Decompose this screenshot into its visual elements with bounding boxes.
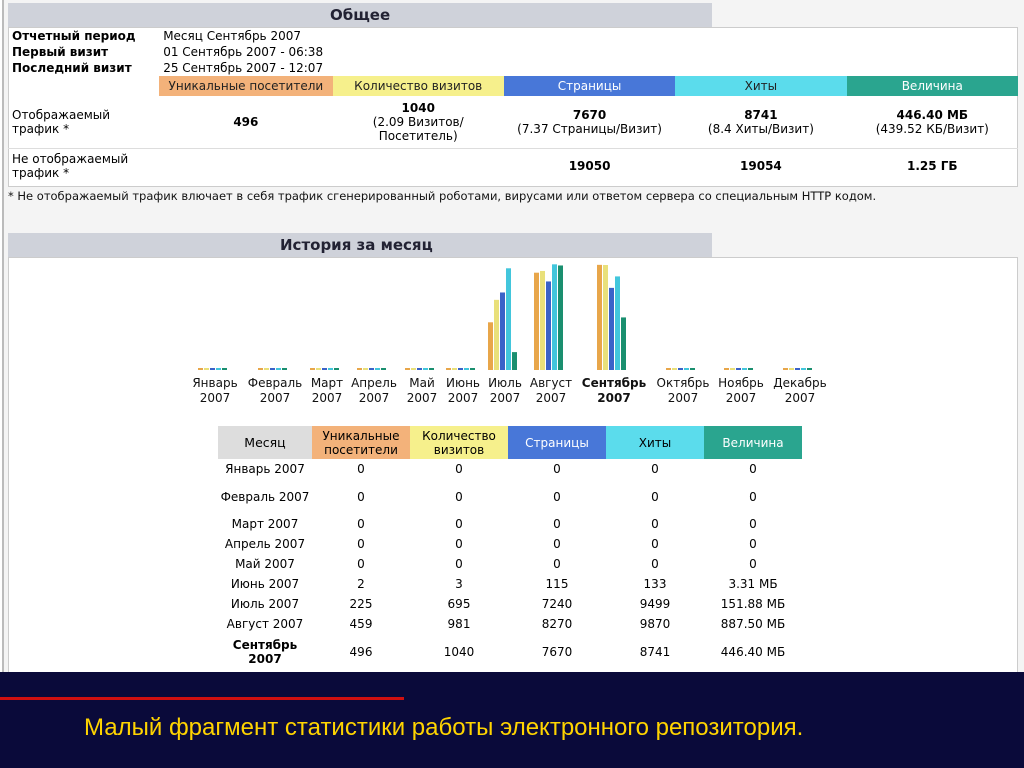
chart-bar <box>789 368 794 370</box>
hist-visits-cell: 0 <box>455 462 463 476</box>
slide-caption: Малый фрагмент статистики работы электронного репозитория. <box>84 714 804 741</box>
hist-month-cell: Январь 2007 <box>225 462 305 476</box>
chart-month-name: Февраль <box>247 376 303 390</box>
hist-size-cell: 887.50 МБ <box>720 617 786 631</box>
chart-month-year: 2007 <box>259 391 291 405</box>
hist-month-cell: Апрель 2007 <box>224 537 306 551</box>
chart-month-year: 2007 <box>725 391 757 405</box>
chart-bar <box>423 368 428 370</box>
table-row <box>218 634 802 670</box>
chart-month-year: 2007 <box>358 391 390 405</box>
hist-unique-cell: 0 <box>357 462 365 476</box>
table-row <box>218 459 802 479</box>
first-visit-label: Первый визит <box>12 45 109 59</box>
hist-hits-cell: 0 <box>651 537 659 551</box>
chart-month-name: Декабрь <box>773 376 827 390</box>
history-table <box>218 426 802 670</box>
chart-bar <box>375 368 380 370</box>
chart-bar <box>328 368 333 370</box>
accent-line <box>0 697 404 700</box>
chart-month-name: Апрель <box>351 376 397 390</box>
chart-month-name: Май <box>409 376 435 390</box>
chart-bar <box>603 265 608 370</box>
table-row <box>218 614 802 634</box>
hist-visits-cell: 0 <box>455 517 463 531</box>
chart-bar <box>621 317 626 370</box>
hist-pages-cell: 0 <box>553 462 561 476</box>
chart-bar <box>724 368 729 370</box>
chart-month-name: Август <box>529 376 573 390</box>
hist-hits-cell: 8741 <box>639 645 671 659</box>
hist-col-hits: Хиты <box>606 426 704 459</box>
hist-pages-cell: 7670 <box>541 645 573 659</box>
chart-bar <box>363 368 368 370</box>
chart-month-year: 2007 <box>447 391 479 405</box>
shown-hits: 8741 <box>744 107 778 122</box>
chart-bar <box>322 368 327 370</box>
hist-pages-cell: 0 <box>553 537 561 551</box>
col-hits: Хиты <box>675 76 846 96</box>
hist-hits-cell: 9870 <box>639 617 671 631</box>
chart-bar <box>264 368 269 370</box>
chart-bar <box>730 368 735 370</box>
chart-month-name: Ноябрь <box>718 376 764 390</box>
hist-size-cell: 0 <box>749 537 757 551</box>
hist-month-cell: Сентябрь 2007 <box>232 638 298 666</box>
table-row <box>218 514 802 534</box>
table-row <box>218 479 802 514</box>
chart-month-year: 2007 <box>667 391 699 405</box>
chart-bar <box>666 368 671 370</box>
chart-month-year: 2007 <box>199 391 231 405</box>
hist-unique-cell: 496 <box>349 645 373 659</box>
last-visit-label: Последний визит <box>12 61 132 75</box>
hist-visits-cell: 695 <box>447 597 471 611</box>
hidden-hits: 19054 <box>740 159 782 174</box>
chart-month-name: Январь <box>192 376 238 390</box>
hist-size-cell: 0 <box>749 462 757 476</box>
chart-bar <box>310 368 315 370</box>
shown-visits-cell <box>333 96 504 148</box>
shown-hits-note: (8.4 Хиты/Визит) <box>707 121 814 136</box>
hist-col-unique: Уникальные посетители <box>312 426 410 459</box>
shown-visits-note: (2.09 Визитов/ Посетитель) <box>372 114 464 143</box>
chart-bar <box>597 265 602 370</box>
shown-size: 446.40 МБ <box>896 107 969 122</box>
general-table <box>8 27 1018 184</box>
hist-hits-cell: 0 <box>651 462 659 476</box>
hist-unique-cell: 0 <box>357 557 365 571</box>
shown-visits: 1040 <box>401 100 435 115</box>
hist-month-cell: Февраль 2007 <box>220 489 310 504</box>
hist-visits-cell: 3 <box>455 577 463 591</box>
hist-col-pages: Страницы <box>508 426 606 459</box>
hist-month-cell: Март 2007 <box>231 517 299 531</box>
chart-bar <box>452 368 457 370</box>
chart-bar <box>690 368 695 370</box>
chart-bar <box>334 368 339 370</box>
shown-size-cell <box>847 96 1018 148</box>
hist-visits-cell: 0 <box>455 489 463 504</box>
chart-bar <box>801 368 806 370</box>
period-value: Месяц Сентябрь 2007 <box>163 28 301 43</box>
hist-visits-cell: 0 <box>455 537 463 551</box>
chart-bar <box>429 368 434 370</box>
chart-bar <box>684 368 689 370</box>
col-size: Величина <box>847 76 1018 96</box>
hist-col-month: Месяц <box>218 426 312 459</box>
chart-bar <box>506 268 511 370</box>
col-pages: Страницы <box>504 76 675 96</box>
shown-size-note: (439.52 КБ/Визит) <box>875 121 989 136</box>
chart-bar <box>411 368 416 370</box>
chart-bar <box>470 368 475 370</box>
hidden-pages: 19050 <box>568 159 611 174</box>
chart-bar <box>276 368 281 370</box>
hist-hits-cell: 0 <box>651 517 659 531</box>
chart-bar <box>464 368 469 370</box>
hist-col-visits: Количество визитов <box>410 426 508 459</box>
hist-pages-cell: 0 <box>553 517 561 531</box>
chart-month-name: Октябрь <box>656 376 710 390</box>
shown-pages-cell <box>504 96 675 148</box>
chart-bar <box>678 368 683 370</box>
chart-bar <box>807 368 812 370</box>
chart-bar <box>500 292 505 370</box>
chart-month-year: 2007 <box>597 391 631 405</box>
chart-bar <box>357 368 362 370</box>
chart-bar <box>446 368 451 370</box>
chart-bar <box>534 273 539 370</box>
chart-bar <box>222 368 227 370</box>
hist-col-size: Величина <box>704 426 802 459</box>
hist-size-cell: 0 <box>749 489 757 504</box>
chart-bar <box>458 368 463 370</box>
chart-bar <box>369 368 374 370</box>
table-row <box>218 554 802 574</box>
hist-pages-cell: 0 <box>553 557 561 571</box>
hist-hits-cell: 133 <box>643 577 667 591</box>
chart-bar <box>216 368 221 370</box>
col-unique-visitors: Уникальные посетители <box>159 76 332 96</box>
hist-size-cell: 446.40 МБ <box>720 645 786 659</box>
chart-bar <box>540 271 545 370</box>
chart-month-name: Июль <box>488 376 522 390</box>
chart-bar <box>282 368 287 370</box>
hist-pages-cell: 7240 <box>541 597 573 611</box>
table-row <box>218 534 802 554</box>
chart-bar <box>512 352 517 370</box>
chart-bar <box>558 265 563 370</box>
chart-bar <box>494 300 499 370</box>
chart-bar <box>783 368 788 370</box>
general-section-title: Общее <box>8 3 712 27</box>
hist-unique-cell: 0 <box>357 537 365 551</box>
hist-pages-cell: 0 <box>553 489 561 504</box>
chart-bar <box>672 368 677 370</box>
chart-month-label <box>574 376 654 406</box>
hist-size-cell: 151.88 МБ <box>720 597 786 611</box>
col-visits: Количество визитов <box>333 76 504 96</box>
hist-unique-cell: 2 <box>357 577 365 591</box>
chart-month-name: Март <box>310 376 344 390</box>
shown-hits-cell <box>675 96 846 148</box>
hist-month-cell: Июнь 2007 <box>230 577 300 591</box>
hist-unique-cell: 0 <box>357 489 365 504</box>
chart-month-name: Сентябрь <box>581 376 647 390</box>
chart-bar <box>258 368 263 370</box>
hidden-traffic-label: Не отображаемый трафик * <box>12 152 129 181</box>
hist-visits-cell: 1040 <box>443 645 475 659</box>
chart-bar <box>736 368 741 370</box>
hist-hits-cell: 0 <box>651 489 659 504</box>
chart-bar <box>417 368 422 370</box>
chart-month-year: 2007 <box>406 391 438 405</box>
chart-bar <box>546 281 551 370</box>
chart-bar <box>204 368 209 370</box>
chart-bar <box>198 368 203 370</box>
chart-bar <box>270 368 275 370</box>
history-section-title: История за месяц <box>8 233 712 257</box>
chart-bar <box>316 368 321 370</box>
table-row <box>218 574 802 594</box>
chart-bar <box>488 322 493 370</box>
chart-bar <box>748 368 753 370</box>
table-row <box>218 594 802 614</box>
hist-month-cell: Май 2007 <box>235 557 295 571</box>
chart-bar <box>210 368 215 370</box>
hist-month-cell: Август 2007 <box>226 617 304 631</box>
chart-bar <box>609 288 614 370</box>
chart-bar <box>552 264 557 370</box>
hist-visits-cell: 0 <box>455 557 463 571</box>
chart-bar <box>795 368 800 370</box>
chart-bar <box>381 368 386 370</box>
last-visit-value: 25 Сентябрь 2007 - 12:07 <box>163 61 324 75</box>
shown-traffic-label: Отображаемый трафик * <box>12 107 111 136</box>
chart-month-name: Июнь <box>446 376 480 390</box>
hist-size-cell: 0 <box>749 557 757 571</box>
hist-month-cell: Июль 2007 <box>230 597 300 611</box>
chart-month-year: 2007 <box>311 391 343 405</box>
hist-pages-cell: 115 <box>545 577 569 591</box>
chart-month-label <box>760 376 840 406</box>
first-visit-value: 01 Сентябрь 2007 - 06:38 <box>163 45 324 59</box>
shown-unique: 496 <box>233 114 259 129</box>
hist-hits-cell: 9499 <box>639 597 671 611</box>
chart-bar <box>742 368 747 370</box>
chart-bar <box>615 276 620 370</box>
hidden-size: 1.25 ГБ <box>907 159 958 174</box>
chart-month-year: 2007 <box>784 391 816 405</box>
chart-bar <box>405 368 410 370</box>
period-label: Отчетный период <box>12 28 136 43</box>
shown-pages-note: (7.37 Страницы/Визит) <box>517 121 662 136</box>
chart-month-year: 2007 <box>535 391 567 405</box>
hist-unique-cell: 0 <box>357 517 365 531</box>
hist-unique-cell: 459 <box>349 617 373 631</box>
shown-pages: 7670 <box>572 107 607 122</box>
hist-pages-cell: 8270 <box>541 617 573 631</box>
chart-month-year: 2007 <box>489 391 521 405</box>
hist-size-cell: 0 <box>749 517 757 531</box>
hist-unique-cell: 225 <box>349 597 373 611</box>
hidden-traffic-footnote: * Не отображаемый трафик влючает в себя трафик сгенерированный роботами, вирусами или ответом сервера со специальным HTTP кодом. <box>8 189 877 203</box>
hist-hits-cell: 0 <box>651 557 659 571</box>
hist-size-cell: 3.31 МБ <box>728 577 778 591</box>
hist-visits-cell: 981 <box>447 617 471 631</box>
